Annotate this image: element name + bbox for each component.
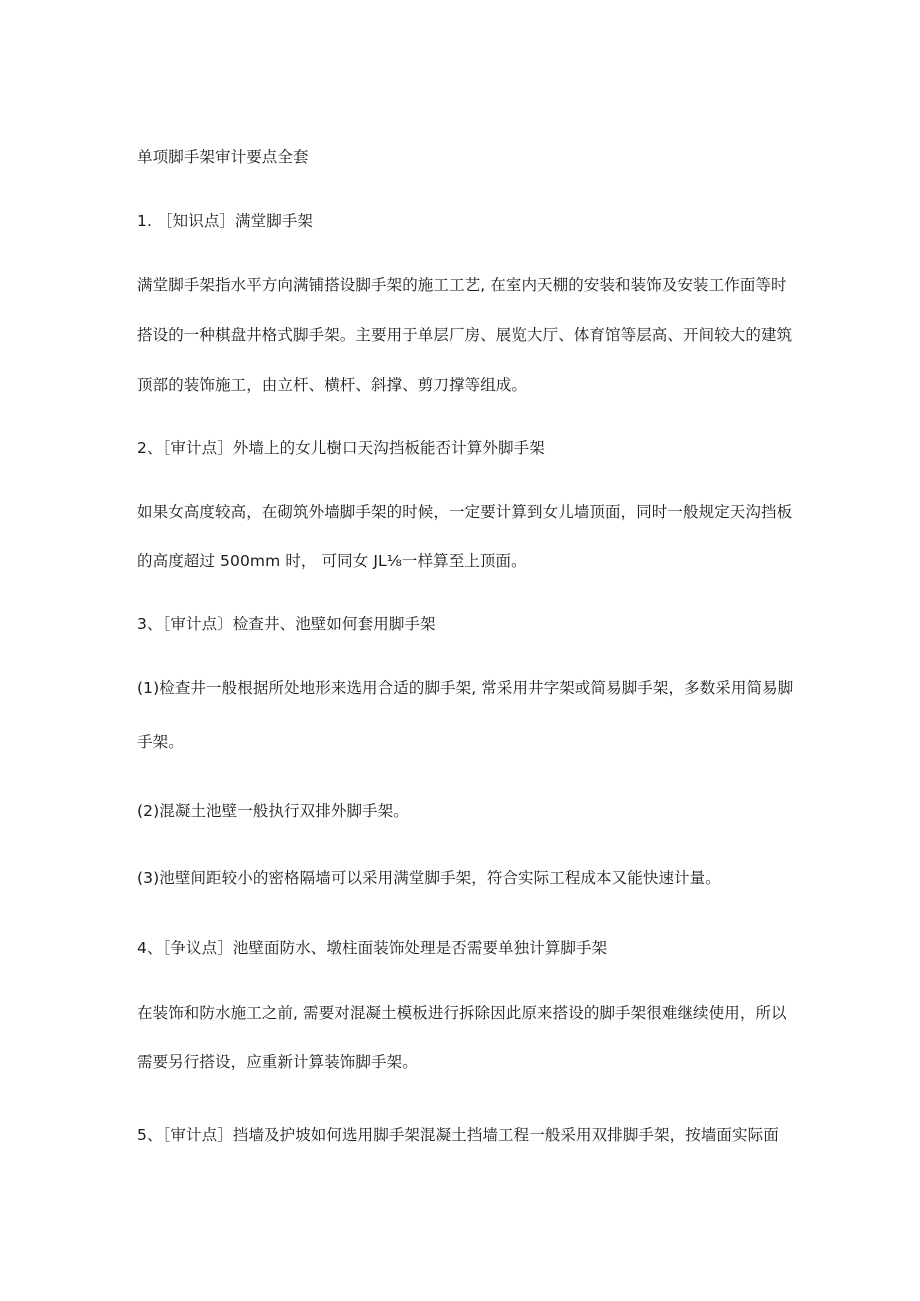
section-4-paragraph-line: 需要另行搭设，应重新计算装饰脚手架。	[137, 1053, 418, 1071]
section-3-paragraph-line: (2)混凝土池壁一般执行双排外脚手架。	[137, 802, 409, 820]
section-2-heading: 2、［审计点］外墙上的女儿樹口天沟挡板能否计算外脚手架	[137, 439, 545, 457]
section-2-paragraph-line: 的高度超过 500mm 时， 可同女 JL⅛一样算至上顶面。	[137, 552, 527, 570]
section-4-paragraph-line: 在装饰和防水施工之前, 需要对混凝土模板进行拆除因此原来搭设的脚手架很难继续使用，所以	[137, 1004, 787, 1022]
section-4-heading: 4、［争议点］池壁面防水、墩柱面装饰处理是否需要单独计算脚手架	[137, 939, 608, 957]
section-3-heading: 3、［审计点〕检查井、池壁如何套用脚手架	[137, 615, 436, 633]
section-3-paragraph-line: (1)检查井一般根据所处地形来选用合适的脚手架, 常采用井字架或简易脚手架，多数采用简易脚	[137, 679, 794, 697]
section-1-paragraph-line: 顶部的装饰施工，由立杆、横杆、斜撑、剪刀撑等组成。	[137, 376, 528, 394]
section-1-paragraph-line: 搭设的一种棋盘井格式脚手架。主要用于单层厂房、展览大厅、体育馆等层高、开间较大的建筑	[137, 326, 793, 344]
section-1-heading: 1. ［知识点］满堂脚手架	[137, 212, 314, 230]
document-title: 单项脚手架审计要点全套	[137, 148, 309, 166]
section-3-paragraph-line: (3)池壁间距较小的密格隔墙可以采用满堂脚手架，符合实际工程成本又能快速计量。	[137, 869, 721, 887]
section-5-heading: 5、［审计点］挡墙及护坡如何选用脚手架混凝土挡墙工程一般采用双排脚手架，按墙面实际面	[137, 1126, 779, 1144]
section-3-paragraph-line: 手架。	[137, 733, 184, 751]
section-2-paragraph-line: 如果女高度较高，在砌筑外墙脚手架的时候，一定要计算到女儿墙顶面，同时一般规定天沟挡板	[137, 503, 793, 521]
section-1-paragraph-line: 满堂脚手架指水平方向满铺搭设脚手架的施工工艺, 在室内天棚的安装和装饰及安装工作面等时	[137, 276, 787, 294]
